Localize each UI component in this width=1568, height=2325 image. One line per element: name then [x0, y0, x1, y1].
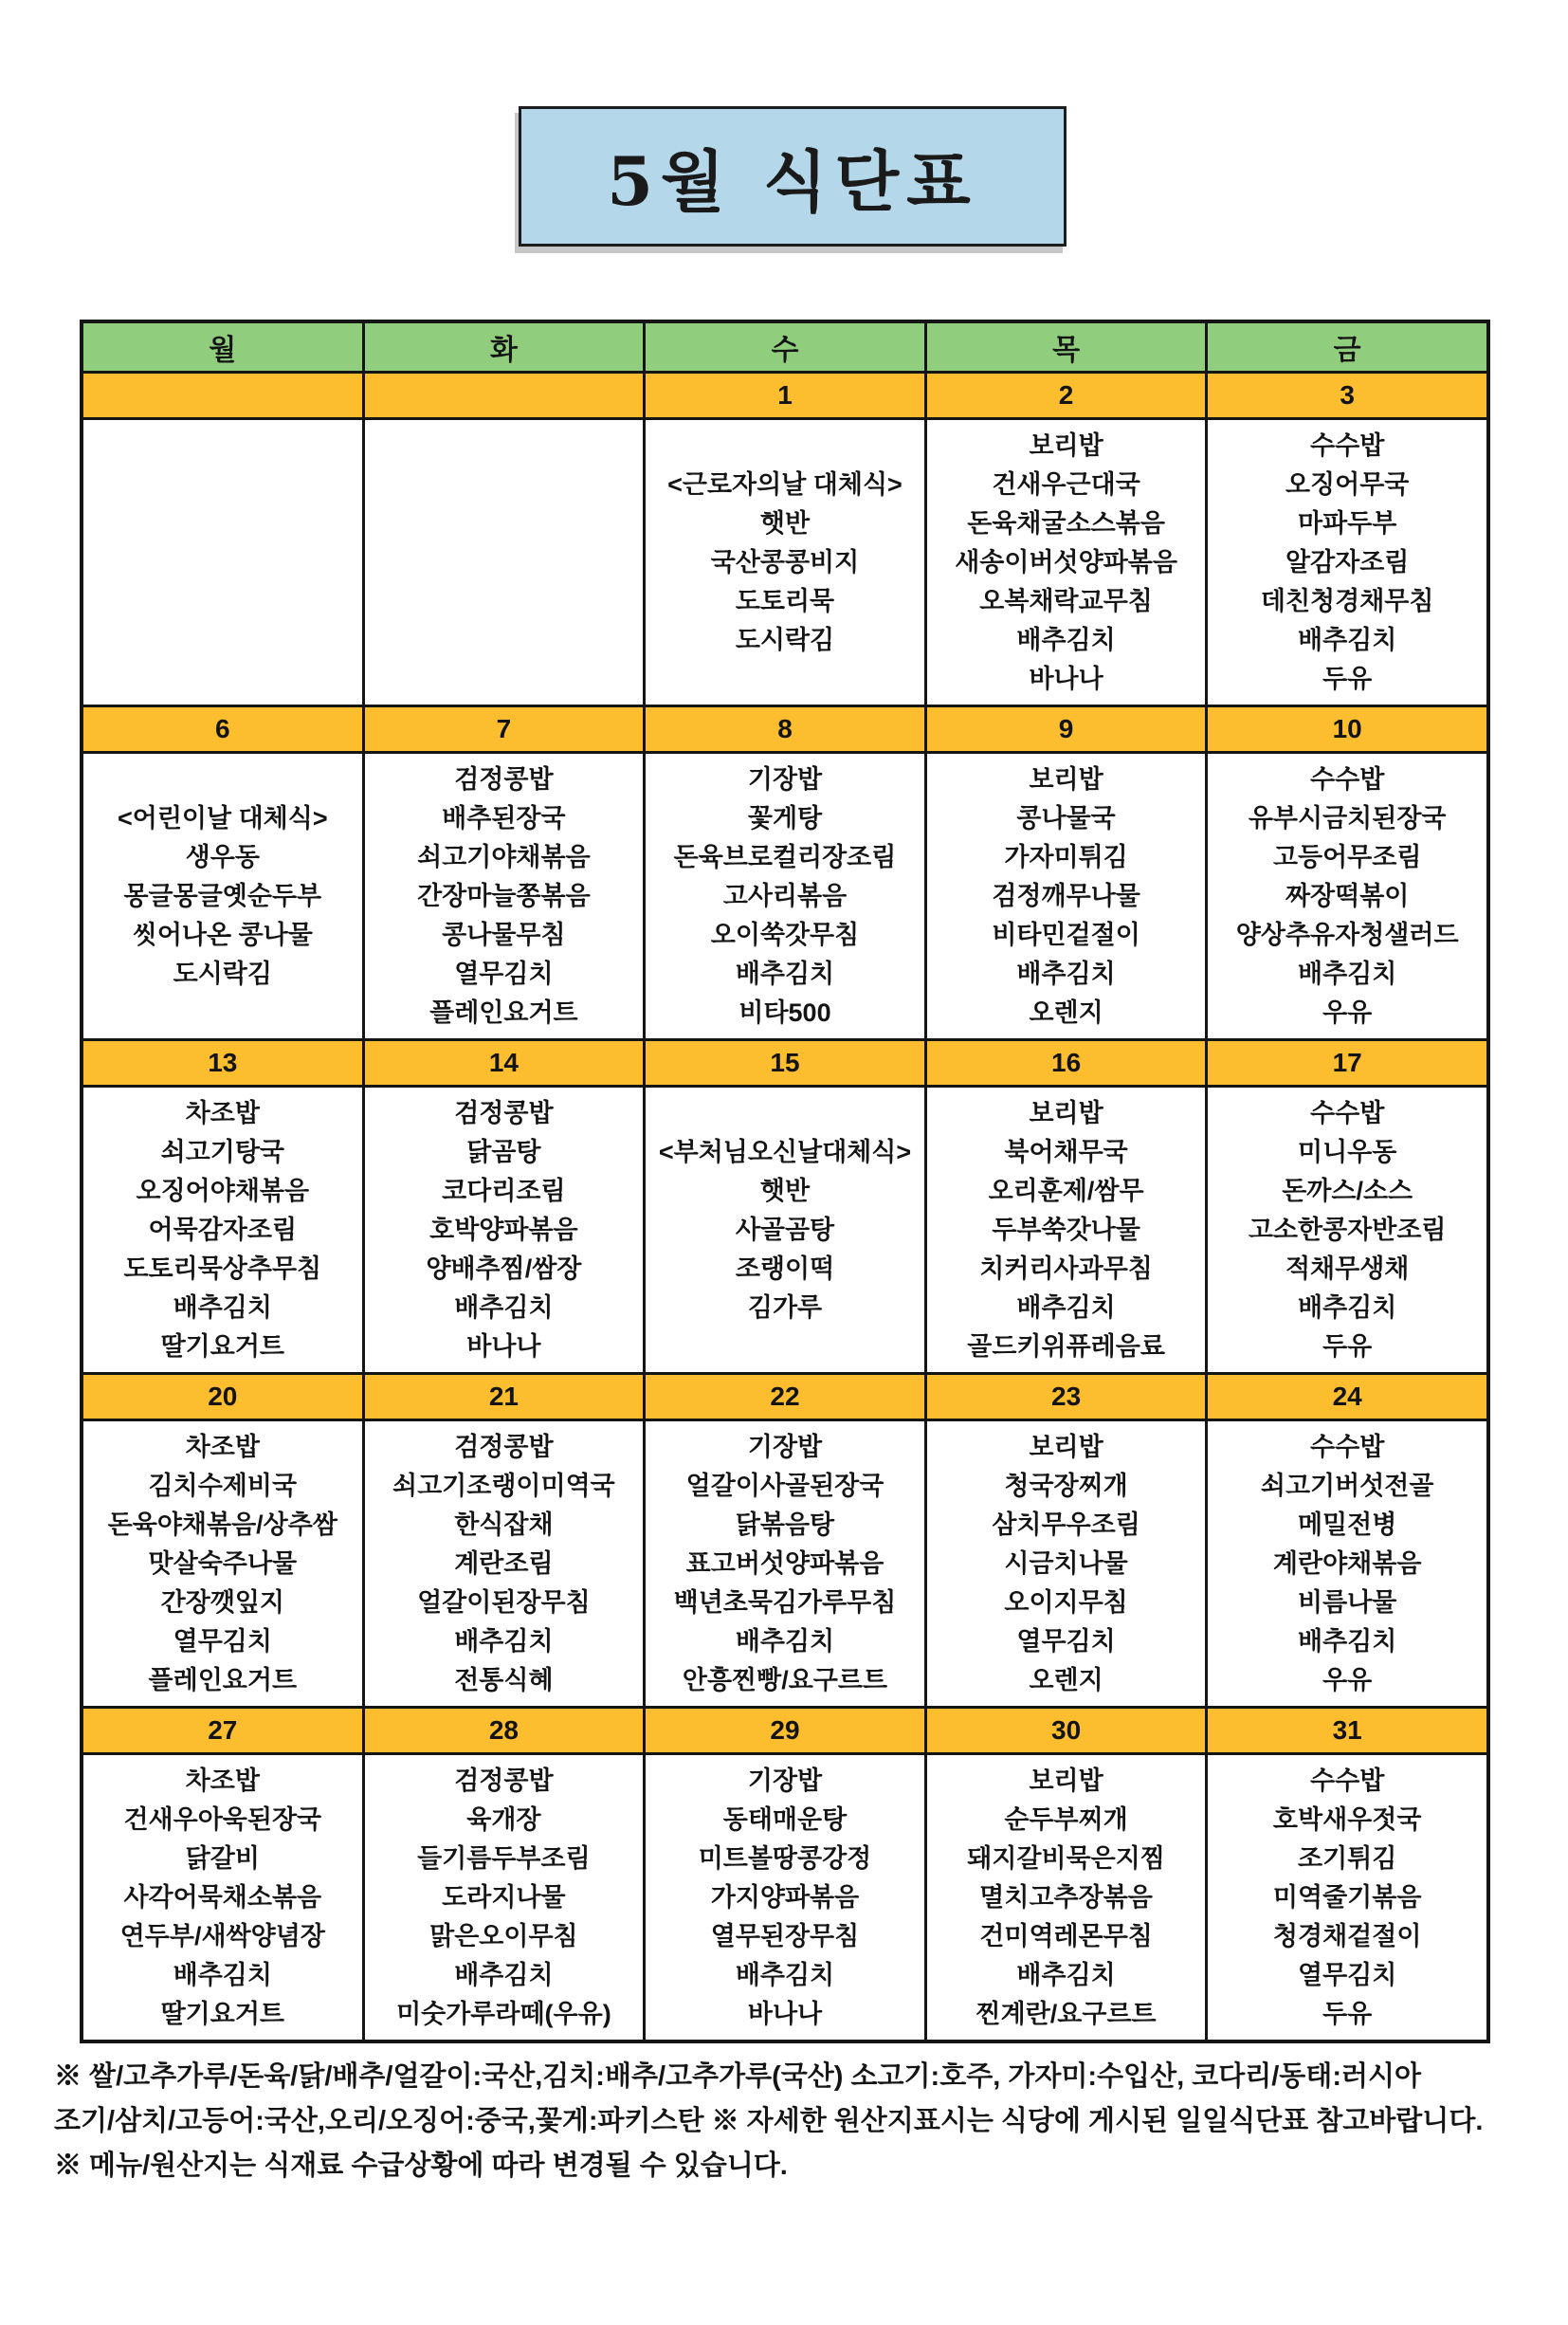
menu-cell [362, 754, 644, 1038]
menu-item: 검정깨무나물 [992, 881, 1140, 910]
weekday-header-cell: 수 [643, 323, 924, 371]
menu-cell [362, 420, 644, 705]
menu-item: 데친청경채무침 [1260, 586, 1434, 615]
menu-item: 도토리묵상추무침 [123, 1254, 322, 1283]
menu-item: 도시락김 [173, 959, 272, 988]
date-cell: 1 [643, 374, 924, 417]
menu-item: 멸치고추장볶음 [979, 1882, 1153, 1912]
menu-item: 보리밥 [1029, 1432, 1103, 1461]
menu-cell [1205, 1088, 1486, 1372]
menu-item: 도라지나물 [442, 1882, 566, 1912]
menu-item: 새송이버섯양파볶음 [955, 547, 1177, 577]
menu-item: 비타민겉절이 [992, 920, 1140, 949]
date-cell: 29 [643, 1709, 924, 1752]
date-cell: 16 [924, 1041, 1206, 1085]
date-cell: 8 [643, 707, 924, 751]
date-cell: 17 [1205, 1041, 1486, 1085]
menu-item: 가지양파볶음 [710, 1882, 860, 1912]
menu-item: 돈육브로컬리장조림 [673, 842, 897, 871]
menu-cell [362, 1421, 644, 1706]
date-cell: 31 [1205, 1709, 1486, 1752]
page-title: 5월 식단표 [607, 141, 978, 221]
menu-item: 돈육야채볶음/상추쌈 [107, 1510, 337, 1539]
menu-item: 조랭이떡 [735, 1254, 835, 1283]
menu-item: 햇반 [759, 1176, 811, 1205]
weekday-header-cell: 목 [924, 323, 1206, 371]
menu-cell [1205, 754, 1486, 1038]
menu-cell [643, 1088, 924, 1372]
menu-item: 배추김치 [1298, 625, 1397, 654]
menu-item: 두유 [1322, 664, 1373, 693]
menu-item: 얼갈이된장무침 [417, 1587, 591, 1617]
menu-item: <어린이날 대체식> [117, 803, 328, 833]
menu-item: 어묵감자조림 [148, 1215, 298, 1244]
footnotes [54, 2055, 1519, 2188]
menu-item: 치커리사과무침 [979, 1254, 1153, 1283]
menu-item: 두부쑥갓나물 [992, 1215, 1140, 1244]
menu-item: 검정콩밥 [454, 764, 554, 794]
menu-item: 수수밥 [1310, 1766, 1385, 1795]
menu-item: 열무된장무침 [710, 1921, 860, 1950]
menu-item: 간장깻잎지 [160, 1587, 284, 1617]
menu-item: 배추김치 [735, 959, 835, 988]
menu-item: 미숫가루라떼(우유) [396, 1999, 611, 2028]
menu-item: 수수밥 [1310, 430, 1385, 460]
menu-item: 맑은오이무침 [429, 1921, 578, 1950]
menu-item: 배추김치 [1016, 1292, 1116, 1322]
menu-item: 동태매운탕 [722, 1804, 848, 1834]
menu-item: 수수밥 [1310, 1432, 1385, 1461]
menu-cell [924, 1421, 1206, 1706]
calendar-table [80, 320, 1490, 2043]
menu-item: 바나나 [747, 1999, 823, 2028]
menu-item: 안흥찐빵/요구르트 [682, 1665, 888, 1694]
date-cell: 28 [362, 1709, 644, 1752]
menu-item: 돈육채굴소스볶음 [967, 508, 1165, 538]
menu-item: 골드키위퓨레음료 [967, 1331, 1165, 1361]
menu-item: 배추된장국 [442, 803, 566, 833]
menu-item: 열무김치 [454, 959, 554, 988]
date-cell: 27 [208, 1715, 238, 1745]
menu-cell [83, 754, 362, 1038]
menu-item: 오이쑥갓무침 [710, 920, 860, 949]
menu-item: 청국장찌개 [1004, 1471, 1128, 1500]
menu-cell [362, 1088, 644, 1372]
footnote-line: ※ 쌀/고추가루/돈육/닭/배추/얼갈이:국산,김치:배추/고추가루(국산) 소고기:호주, 가자미:수입산, 코다리/동태:러시아 [54, 2061, 1422, 2092]
menu-item: 계란야채볶음 [1272, 1548, 1422, 1578]
menu-item: 배추김치 [1298, 1292, 1397, 1322]
date-cell: 23 [924, 1375, 1206, 1419]
menu-item: 열무김치 [173, 1626, 272, 1656]
menu-item: 들기름두부조림 [417, 1843, 591, 1873]
menu-cell [83, 1421, 362, 1706]
menu-item: 두유 [1322, 1999, 1373, 2028]
menu-item: 사각어묵채소볶음 [123, 1882, 322, 1912]
date-cell: 13 [208, 1048, 238, 1077]
menu-item: 미니우동 [1298, 1137, 1397, 1166]
date-cell: 22 [643, 1375, 924, 1419]
menu-item: 수수밥 [1310, 1098, 1385, 1127]
menu-item: <부처님오신날대체식> [658, 1137, 912, 1166]
menu-cell [1205, 420, 1486, 705]
date-cell: 30 [924, 1709, 1206, 1752]
menu-item: 검정콩밥 [454, 1766, 554, 1795]
weekday-header-cell: 금 [1205, 323, 1486, 371]
menu-item: 검정콩밥 [454, 1432, 554, 1461]
menu-item: 북어채무국 [1004, 1137, 1128, 1166]
menu-item: 맛살숙주나물 [148, 1548, 298, 1578]
menu-cell [643, 420, 924, 705]
menu-item: 오징어야채볶음 [136, 1176, 310, 1205]
menu-item: 계란조림 [454, 1548, 554, 1578]
menu-item: 배추김치 [735, 1960, 835, 1989]
date-cell: 6 [215, 714, 230, 743]
menu-item: 바나나 [466, 1331, 541, 1361]
date-cell: 9 [924, 707, 1206, 751]
menu-item: 육개장 [466, 1804, 541, 1834]
menu-item: 김치수제비국 [148, 1471, 298, 1500]
menu-item: 보리밥 [1029, 1098, 1103, 1127]
menu-item: 수수밥 [1310, 764, 1385, 794]
date-cell: 7 [362, 707, 644, 751]
menu-cell [643, 754, 924, 1038]
menu-item: 우유 [1322, 1665, 1373, 1694]
menu-item: 플레인요거트 [429, 998, 578, 1027]
menu-item: <근로자의날 대체식> [667, 469, 903, 499]
menu-cell [924, 754, 1206, 1038]
title-box [519, 106, 1067, 247]
menu-item: 비타500 [738, 998, 831, 1027]
menu-item: 생우동 [185, 842, 260, 871]
menu-item: 배추김치 [1016, 625, 1116, 654]
menu-item: 열무김치 [1298, 1960, 1397, 1989]
menu-item: 배추김치 [454, 1292, 554, 1322]
menu-item: 보리밥 [1029, 1766, 1103, 1795]
menu-item: 메밀전병 [1298, 1510, 1397, 1539]
menu-item: 건새우근대국 [992, 469, 1140, 499]
menu-item: 기장밥 [747, 1432, 823, 1461]
menu-item: 백년초묵김가루무침 [673, 1587, 897, 1617]
menu-item: 배추김치 [1298, 1626, 1397, 1656]
menu-item: 도토리묵 [735, 586, 835, 615]
menu-item: 배추김치 [454, 1626, 554, 1656]
footnote-line: ※ 메뉴/원산지는 식재료 수급상황에 따라 변경될 수 있습니다. [54, 2151, 788, 2181]
menu-item: 오렌지 [1029, 998, 1103, 1027]
menu-cell [924, 420, 1206, 705]
menu-item: 고등어무조림 [1272, 842, 1422, 871]
date-cell: 10 [1205, 707, 1486, 751]
menu-item: 간장마늘쫑볶음 [417, 881, 591, 910]
menu-item: 표고버섯양파볶음 [685, 1548, 884, 1578]
menu-item: 도시락김 [735, 625, 835, 654]
menu-item: 짜장떡볶이 [1285, 881, 1410, 910]
menu-item: 고소한콩자반조림 [1248, 1215, 1447, 1244]
date-cell: 14 [362, 1041, 644, 1085]
menu-item: 미트볼땅콩강정 [698, 1843, 872, 1873]
menu-item: 배추김치 [735, 1626, 835, 1656]
menu-item: 닭갈비 [185, 1843, 260, 1873]
menu-item: 플레인요거트 [148, 1665, 298, 1694]
menu-item: 보리밥 [1029, 764, 1103, 794]
menu-item: 차조밥 [185, 1766, 260, 1795]
menu-item: 쇠고기야채볶음 [417, 842, 591, 871]
menu-item: 햇반 [759, 508, 811, 538]
date-cell: 3 [1205, 374, 1486, 417]
menu-item: 닭곰탕 [466, 1137, 541, 1166]
menu-item: 돈까스/소스 [1282, 1176, 1413, 1205]
date-cell [83, 374, 362, 417]
menu-item: 코다리조림 [442, 1176, 566, 1205]
menu-item: 오복채락교무침 [979, 586, 1153, 615]
menu-item: 적채무생채 [1285, 1254, 1410, 1283]
menu-item: 비름나물 [1298, 1587, 1397, 1617]
footnote-line: 조기/삼치/고등어:국산,오리/오징어:중국,꽃게:파키스탄 ※ 자세한 원산지표시는 식당에 게시된 일일식단표 참고바랍니다. [54, 2106, 1484, 2136]
menu-item: 호박양파볶음 [429, 1215, 578, 1244]
menu-item: 김가루 [747, 1292, 823, 1322]
menu-item: 배추김치 [173, 1292, 272, 1322]
menu-item: 쇠고기조랭이미역국 [392, 1471, 615, 1500]
menu-item: 열무김치 [1016, 1626, 1116, 1656]
menu-item: 닭볶음탕 [735, 1510, 835, 1539]
date-cell: 20 [208, 1382, 238, 1411]
menu-item: 순두부찌개 [1004, 1804, 1128, 1834]
menu-cell [924, 1088, 1206, 1372]
menu-item: 양배추찜/쌈장 [426, 1254, 582, 1283]
menu-item: 유부시금치된장국 [1248, 803, 1447, 833]
date-cell [362, 374, 644, 417]
date-cell: 2 [924, 374, 1206, 417]
date-cell: 21 [362, 1375, 644, 1419]
menu-item: 고사리볶음 [722, 881, 848, 910]
menu-item: 꽃게탕 [747, 803, 823, 833]
menu-item: 바나나 [1029, 664, 1103, 693]
menu-item: 차조밥 [185, 1432, 260, 1461]
menu-item: 한식잡채 [454, 1510, 554, 1539]
weekday-header-cell: 화 [362, 323, 644, 371]
menu-item: 건미역레몬무침 [979, 1921, 1153, 1950]
date-cell: 24 [1205, 1375, 1486, 1419]
menu-cell [83, 1755, 362, 2040]
date-cell: 15 [643, 1041, 924, 1085]
menu-item: 시금치나물 [1004, 1548, 1128, 1578]
menu-item: 오리훈제/쌈무 [988, 1176, 1144, 1205]
menu-item: 돼지갈비묵은지찜 [967, 1843, 1165, 1873]
menu-item: 씻어나온 콩나물 [132, 920, 313, 949]
menu-item: 가자미튀김 [1004, 842, 1128, 871]
menu-item: 조기튀김 [1298, 1843, 1397, 1873]
menu-cell [83, 420, 362, 705]
menu-item: 배추김치 [454, 1960, 554, 1989]
menu-item: 콩나물무침 [442, 920, 566, 949]
menu-cell [924, 1755, 1206, 2040]
weekday-header-cell: 월 [209, 335, 237, 366]
menu-item: 두유 [1322, 1331, 1373, 1361]
menu-item: 기장밥 [747, 1766, 823, 1795]
menu-item: 기장밥 [747, 764, 823, 794]
menu-item: 오이지무침 [1004, 1587, 1128, 1617]
menu-cell [1205, 1755, 1486, 2040]
menu-item: 우유 [1322, 998, 1373, 1027]
menu-item: 미역줄기볶음 [1272, 1882, 1422, 1912]
menu-item: 얼갈이사골된장국 [685, 1471, 884, 1500]
menu-cell [643, 1755, 924, 2040]
menu-item: 배추김치 [1016, 1960, 1116, 1989]
menu-item: 알감자조림 [1285, 547, 1410, 577]
menu-item: 검정콩밥 [454, 1098, 554, 1127]
menu-item: 호박새우젓국 [1272, 1804, 1422, 1834]
menu-cell [1205, 1421, 1486, 1706]
menu-cell [362, 1755, 644, 2040]
menu-item: 쇠고기탕국 [160, 1137, 284, 1166]
menu-item: 배추김치 [1298, 959, 1397, 988]
menu-item: 양상추유자청샐러드 [1235, 920, 1459, 949]
menu-item: 마파두부 [1298, 508, 1397, 538]
menu-item: 오징어무국 [1285, 469, 1410, 499]
menu-cell [643, 1421, 924, 1706]
menu-item: 건새우아욱된장국 [123, 1804, 322, 1834]
menu-cell [83, 1088, 362, 1372]
menu-item: 배추김치 [173, 1960, 272, 1989]
menu-item: 차조밥 [185, 1098, 260, 1127]
menu-item: 오렌지 [1029, 1665, 1103, 1694]
menu-item: 배추김치 [1016, 959, 1116, 988]
menu-item: 딸기요거트 [160, 1999, 284, 2028]
menu-item: 연두부/새싹양념장 [119, 1921, 325, 1950]
menu-item: 몽글몽글옛순두부 [123, 881, 322, 910]
menu-item: 청경채겉절이 [1272, 1921, 1422, 1950]
menu-item: 삼치무우조림 [992, 1510, 1140, 1539]
menu-item: 찐계란/요구르트 [975, 1999, 1157, 2028]
menu-item: 쇠고기버섯전골 [1260, 1471, 1434, 1500]
menu-item: 사골곰탕 [735, 1215, 835, 1244]
menu-item: 보리밥 [1029, 430, 1103, 460]
menu-item: 콩나물국 [1016, 803, 1116, 833]
menu-item: 국산콩콩비지 [710, 547, 860, 577]
menu-item: 딸기요거트 [160, 1331, 284, 1361]
menu-item: 전통식혜 [454, 1665, 554, 1694]
